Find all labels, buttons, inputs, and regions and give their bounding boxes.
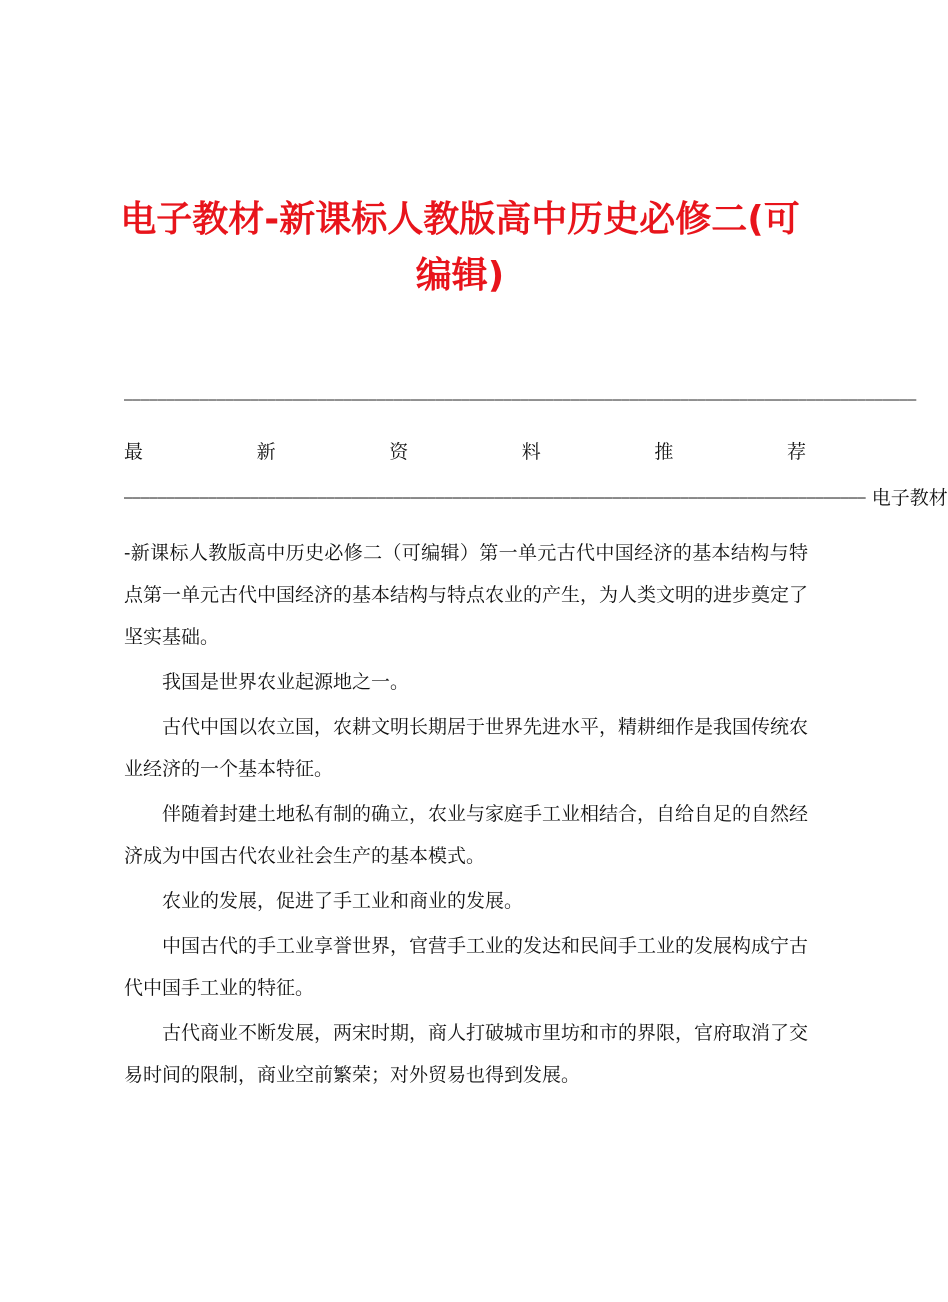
paragraph: 中国古代的手工业享誉世界，官营手工业的发达和民间手工业的发展构成宁古代中国手工业的特征。: [124, 935, 809, 999]
divider-line-top: ——————————————————————————————————————————————————————————————————————————————————————————————: [124, 392, 917, 408]
heading-char: 推: [654, 441, 674, 463]
document-body: [124, 532, 808, 1099]
paragraph: 伴随着封建土地私有制的确立，农业与家庭手工业相结合，自给自足的自然经济成为中国古代农业社会生产的基本模式。: [124, 803, 809, 867]
latest-materials-heading: [124, 438, 806, 466]
divider-tail-text: 电子教材: [871, 487, 948, 509]
paragraph: 古代中国以农立国，农耕文明长期居于世界先进水平，精耕细作是我国传统农业经济的一个基本特征。: [124, 716, 809, 780]
paragraph: 古代商业不断发展，两宋时期，商人打破城市里坊和市的界限，官府取消了交易时间的限制，商业空前繁荣；对外贸易也得到发展。: [124, 1022, 809, 1086]
heading-char: 料: [521, 441, 541, 463]
heading-char: 资: [389, 441, 409, 463]
paragraph: 我国是世界农业起源地之一。: [162, 671, 410, 693]
paragraph: -新课标人教版高中历史必修二（可编辑）第一单元古代中国经济的基本结构与特点第一单元古代中国经济的基本结构与特点农业的产生，为人类文明的进步奠定了坚实基础。: [124, 542, 809, 648]
heading-char: 最: [124, 441, 144, 463]
divider-row: [124, 484, 948, 512]
heading-char: 荐: [786, 441, 806, 463]
heading-char: 新: [256, 441, 276, 463]
document-title: 电子教材-新课标人教版高中历史必修二(可编辑): [120, 199, 800, 296]
divider-line-mid: ————————————————————————————————————————————————————————————————————————————————————————: [124, 490, 866, 506]
paragraph: 农业的发展，促进了手工业和商业的发展。: [162, 890, 524, 912]
